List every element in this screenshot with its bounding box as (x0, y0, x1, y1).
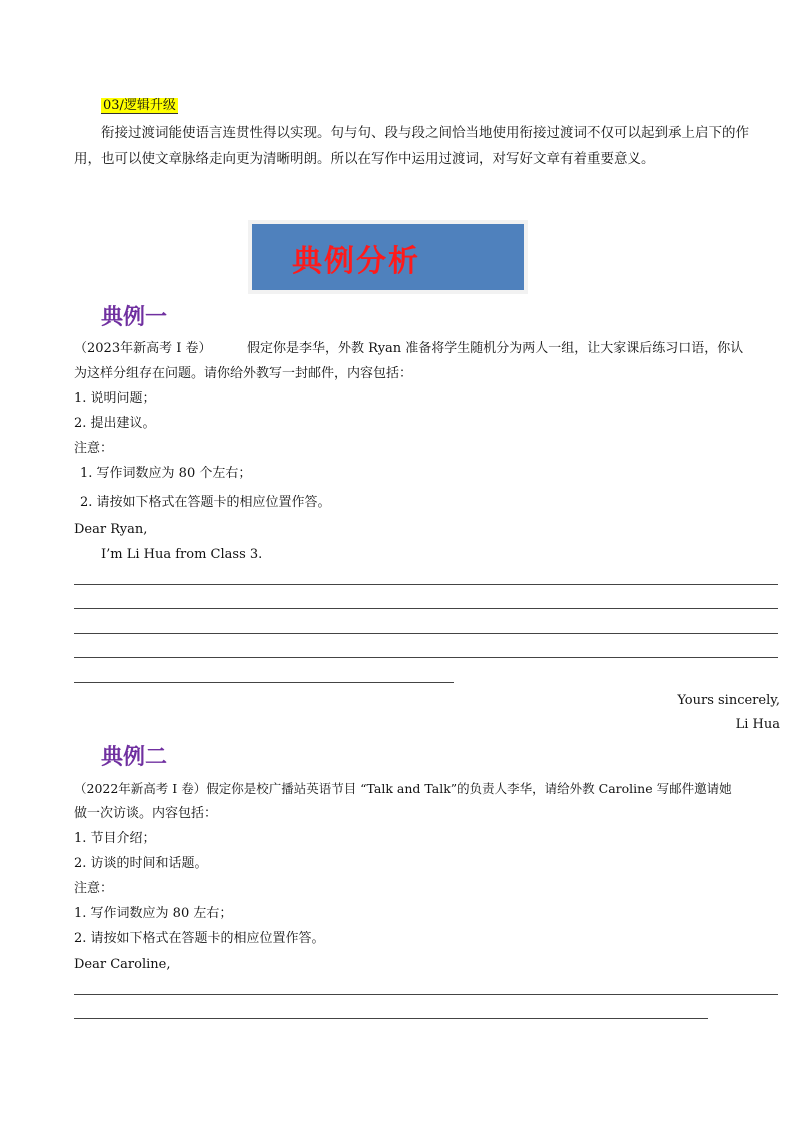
example-1-opening: I’m Li Hua from Class 3. (101, 547, 263, 562)
example-1-closing: Yours sincerely, (677, 693, 780, 708)
section-label-text: 03/逻辑升级 (103, 98, 176, 113)
example-1-item-2: 2. 提出建议。 (74, 416, 156, 431)
answer-line (74, 608, 778, 609)
example-1-prompt-line-2: 为这样分组存在问题。请你给外教写一封邮件，内容包括： (74, 366, 413, 381)
example-2-note-2: 2. 请按如下格式在答题卡的相应位置作答。 (74, 931, 325, 946)
example-1-greeting: Dear Ryan, (74, 522, 148, 537)
example-2-note-1: 1. 写作词数应为 80 左右； (74, 906, 233, 921)
section-label (101, 96, 178, 116)
example-2-heading: 典例二 (101, 745, 168, 770)
example-1-heading: 典例一 (101, 305, 168, 330)
example-1-note-1: 1. 写作词数应为 80 个左右； (80, 466, 252, 481)
example-1-item-1: 1. 说明问题； (74, 391, 156, 406)
answer-line (74, 584, 778, 585)
example-2-greeting: Dear Caroline, (74, 957, 171, 972)
answer-line (74, 1018, 708, 1019)
example-analysis-banner (248, 220, 528, 294)
section-paragraph-line-2: 用，也可以使文章脉络走向更为清晰明朗。所以在写作中运用过渡词，对写好文章有着重要意义。 (74, 151, 655, 167)
example-1-prompt-line-1: 假定你是李华，外教 Ryan 准备将学生随机分为两人一组，让大家课后练习口语，你认 (247, 341, 744, 356)
answer-line (74, 682, 454, 683)
example-2-prompt-line-1: （2022年新高考 I 卷）假定你是校广播站英语节目 “Talk and Talk”的负责人李华，请给外教 Caroline 写邮件邀请她 (74, 781, 732, 796)
example-1-notes-label: 注意： (74, 441, 114, 456)
answer-line (74, 657, 778, 658)
example-2-prompt-line-2: 做一次访谈。内容包括： (74, 806, 218, 821)
example-1-signature: Li Hua (735, 717, 780, 732)
example-2-item-1: 1. 节目介绍； (74, 831, 156, 846)
section-paragraph-line-1: 衔接过渡词能使语言连贯性得以实现。句与句、段与段之间恰当地使用衔接过渡词不仅可以起到承上启下的作 (101, 125, 749, 141)
example-2-notes-label: 注意： (74, 881, 114, 896)
example-1-source: （2023年新高考 I 卷） (74, 341, 212, 356)
answer-line (74, 633, 778, 634)
example-2-item-2: 2. 访谈的时间和话题。 (74, 856, 208, 871)
example-1-note-2: 2. 请按如下格式在答题卡的相应位置作答。 (80, 495, 331, 510)
answer-line (74, 994, 778, 995)
banner-title: 典例分析 (292, 244, 420, 279)
banner-background (252, 224, 524, 290)
